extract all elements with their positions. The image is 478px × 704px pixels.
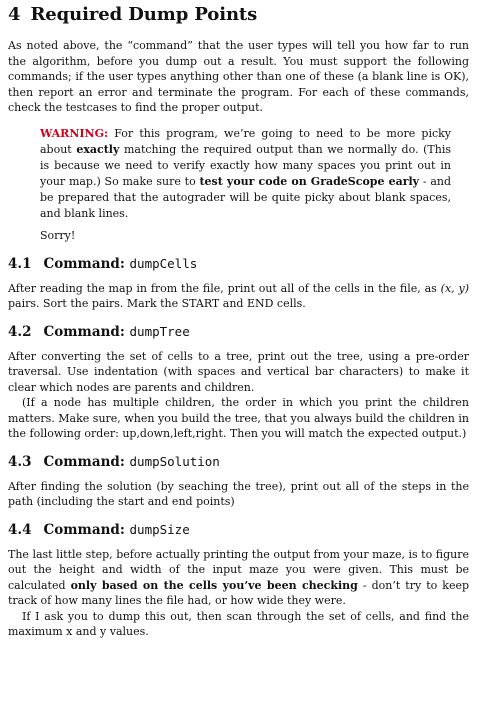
subsection-label: Command: bbox=[43, 453, 125, 470]
warning-label: WARNING: bbox=[40, 126, 109, 140]
subsection-number: 4.3 bbox=[8, 453, 32, 470]
section-title: Required Dump Points bbox=[30, 4, 258, 25]
warning-sorry: Sorry! bbox=[40, 228, 76, 242]
warning-text-1: For this program, we’re going to need to be more picky about bbox=[40, 126, 451, 156]
subsection-heading-4-3 bbox=[8, 453, 469, 471]
subsection-4-1-text bbox=[8, 281, 469, 312]
subsection-4-4-para-1 bbox=[8, 547, 469, 609]
subsection-4-4-para-2: If I ask you to dump this out, then scan through the set of cells, and find the maximum x and y values. bbox=[8, 609, 469, 638]
section-number: 4 bbox=[8, 4, 21, 25]
subsection-label: Command: bbox=[43, 255, 125, 272]
subsection-heading-4-2 bbox=[8, 323, 469, 341]
warning-bold-1: exactly bbox=[76, 142, 120, 156]
warning-text-3: - and be prepared that the autograder will be quite picky about blank spaces, and blank lines. bbox=[40, 174, 452, 220]
emphasis-bold: only based on the cells you’ve been checking bbox=[70, 578, 358, 592]
text-segment: pairs. Sort the pairs. Mark the START and END cells. bbox=[8, 297, 306, 310]
math-pair: (x, y) bbox=[440, 281, 469, 295]
subsection-number: 4.1 bbox=[8, 255, 32, 272]
command-name: dumpCells bbox=[129, 255, 198, 271]
subsection-4-2-para-1: After converting the set of cells to a tree, print out the tree, using a pre-order traversal. Use indentation (with spaces and vertical bar characters) to make it clear which nodes are parents and children. bbox=[8, 349, 469, 394]
warning-bold-2: test your code on GradeScope early bbox=[199, 174, 420, 188]
command-name: dumpSolution bbox=[129, 453, 220, 469]
section-intro: As noted above, the “command” that the user types will tell you how far to run the algorithm, before you dump out a result. You must support the following commands; if the user types anything other than one of these (a blank line is OK), then report an error and terminate the program. For each of these commands, check the testcases to find the proper output. bbox=[8, 39, 469, 114]
subsection-label: Command: bbox=[43, 521, 125, 538]
subsection-4-2-para-2: (If a node has multiple children, the order in which you print the children matters. Make sure, when you build the tree, that you always build the children in the following order: up,down,left,right. Then you will match the expected output.) bbox=[8, 396, 469, 440]
subsection-heading-4-4 bbox=[8, 521, 469, 539]
text-segment: After reading the map in from the file, print out all of the cells in the file, as bbox=[8, 281, 441, 295]
warning-text-2: matching the required output than we normally do. (This is because we need to verify exactly how many spaces you print out in your map.) So make sure to bbox=[40, 142, 451, 188]
command-name: dumpTree bbox=[129, 323, 190, 339]
subsection-number: 4.4 bbox=[8, 521, 32, 538]
subsection-4-3-para-1: After finding the solution (by seaching the tree), print out all of the steps in the path (including the start and end points) bbox=[8, 479, 469, 508]
subsection-heading-4-1 bbox=[8, 255, 469, 273]
text-segment: The last little step, before actually printing the output from your maze, is to figure out the height and width of the input maze you were given. This must be calculated bbox=[8, 547, 469, 592]
text-segment: - don’t try to keep track of how many lines the file had, or how wide they were. bbox=[8, 578, 470, 607]
command-name: dumpSize bbox=[129, 521, 190, 537]
section-heading bbox=[8, 4, 469, 26]
subsection-label: Command: bbox=[43, 323, 125, 340]
warning-paragraph bbox=[40, 126, 451, 222]
warning-block bbox=[40, 126, 451, 244]
subsection-number: 4.2 bbox=[8, 323, 32, 340]
